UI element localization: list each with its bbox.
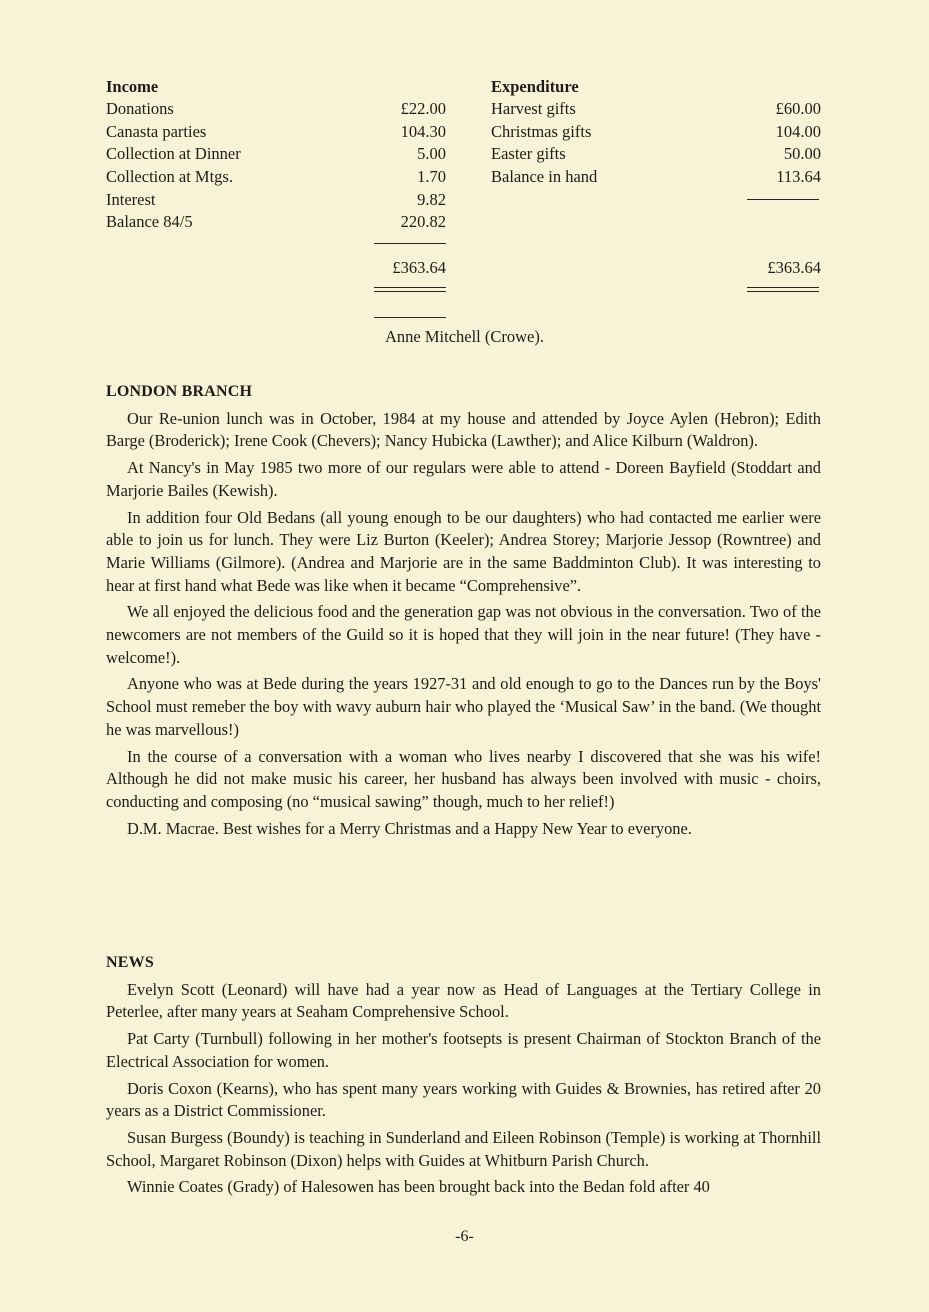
paragraph: Evelyn Scott (Leonard) will have had a year now as Head of Languages at the Tertiary College in Peterlee, after many years at Seaham Comprehensive School. bbox=[106, 979, 821, 1022]
paragraph: Winnie Coates (Grady) of Halesowen has been brought back into the Bedan fold after 40 bbox=[127, 1177, 710, 1197]
income-amount: 220.82 bbox=[400, 212, 446, 232]
income-label: Collection at Mtgs. bbox=[106, 167, 233, 187]
expenditure-row bbox=[491, 98, 821, 121]
section-heading: NEWS bbox=[106, 954, 154, 971]
income-total: £363.64 bbox=[392, 258, 446, 277]
income-column bbox=[106, 76, 446, 234]
income-amount: 5.00 bbox=[417, 144, 446, 164]
expenditure-heading: Expenditure bbox=[491, 77, 579, 96]
income-label: Collection at Dinner bbox=[106, 144, 241, 164]
accounts-signature: Anne Mitchell (Crowe). bbox=[385, 327, 544, 346]
income-amount: £22.00 bbox=[400, 99, 446, 118]
paragraph: We all enjoyed the delicious food and the generation gap was not obvious in the conversation. Two of the newcomers are not members of the Guild so it is hoped that they will join in the near future! (They have - welcome!). bbox=[106, 602, 821, 667]
expenditure-subtotal-rule bbox=[747, 199, 819, 200]
expenditure-row bbox=[491, 143, 821, 166]
income-label: Interest bbox=[106, 189, 156, 209]
expenditure-total-rule bbox=[747, 287, 819, 292]
expenditure-label: Harvest gifts bbox=[491, 99, 576, 118]
income-amount: 9.82 bbox=[417, 189, 446, 209]
expenditure-label: Balance in hand bbox=[491, 167, 598, 187]
paragraph: D.M. Macrae. Best wishes for a Merry Christmas and a Happy New Year to everyone. bbox=[127, 818, 692, 838]
paragraph: Doris Coxon (Kearns), who has spent many years working with Guides & Brownies, has retired after 20 years as a District Commissioner. bbox=[106, 1078, 821, 1121]
income-heading: Income bbox=[106, 77, 159, 96]
expenditure-column bbox=[491, 76, 821, 189]
expenditure-row bbox=[491, 166, 821, 189]
london-branch-section bbox=[106, 381, 821, 844]
income-row bbox=[106, 121, 446, 144]
paragraph: Our Re-union lunch was in October, 1984 at my house and attended by Joyce Aylen (Hebron); Edith Barge (Broderick); Irene Cook (Chevers); Nancy Hubicka (Lawther); and Alice Kilburn (Waldron). bbox=[106, 408, 821, 451]
income-row bbox=[106, 166, 446, 189]
expenditure-label: Christmas gifts bbox=[491, 121, 592, 141]
paragraph: In addition four Old Bedans (all young enough to be our daughters) who had contacted me earlier were able to join us for lunch. They were Liz Burton (Keeler); Andrea Storey; Marjorie Jessop (Rowntree) and Marie Williams (Gilmore). (Andrea and Marjorie are in the same Baddminton Club). It was interesting to hear at first hand what Bede was like when it became “Comprehensive”. bbox=[106, 507, 821, 595]
signature-rule bbox=[374, 317, 446, 318]
expenditure-label: Easter gifts bbox=[491, 144, 566, 164]
income-row bbox=[106, 98, 446, 121]
paragraph: Anyone who was at Bede during the years 1927-31 and old enough to go to the Dances run by the Boys' School must remeber the boy with wavy auburn hair who played the ‘Musical Saw’ in the band. (We thought he was marvellous!) bbox=[106, 674, 821, 739]
income-label: Canasta parties bbox=[106, 121, 207, 141]
paragraph: Pat Carty (Turnbull) following in her mother's footsepts is present Chairman of Stockton Branch of the Electrical Association for women. bbox=[106, 1029, 821, 1071]
expenditure-amount: 113.64 bbox=[776, 167, 821, 187]
income-label: Balance 84/5 bbox=[106, 212, 193, 232]
expenditure-amount: 50.00 bbox=[783, 144, 821, 164]
section-heading: LONDON BRANCH bbox=[106, 383, 253, 400]
expenditure-total: £363.64 bbox=[767, 258, 821, 277]
expenditure-amount: 104.00 bbox=[775, 121, 821, 141]
expenditure-amount: £60.00 bbox=[775, 99, 821, 118]
news-section bbox=[106, 952, 821, 1203]
income-amount: 1.70 bbox=[417, 167, 446, 187]
page-number: -6- bbox=[455, 1228, 474, 1245]
income-subtotal-rule bbox=[374, 243, 446, 244]
income-row bbox=[106, 143, 446, 166]
income-total-rule bbox=[374, 287, 446, 292]
income-label: Donations bbox=[106, 99, 174, 118]
income-row bbox=[106, 189, 446, 212]
paragraph: Susan Burgess (Boundy) is teaching in Sunderland and Eileen Robinson (Temple) is working at Thornhill School, Margaret Robinson (Dixon) helps with Guides at Whitburn Parish Church. bbox=[106, 1127, 821, 1170]
paragraph: At Nancy's in May 1985 two more of our regulars were able to attend - Doreen Bayfield (Stoddart and Marjorie Bailes (Kewish). bbox=[106, 458, 821, 500]
paragraph: In the course of a conversation with a woman who lives nearby I discovered that she was his wife! Although he did not make music his career, her husband has always been involved with music - choirs, conducting and composing (no “musical sawing” though, much to her relief!) bbox=[106, 746, 821, 811]
expenditure-row bbox=[491, 121, 821, 144]
income-row bbox=[106, 211, 446, 234]
income-amount: 104.30 bbox=[400, 121, 446, 141]
